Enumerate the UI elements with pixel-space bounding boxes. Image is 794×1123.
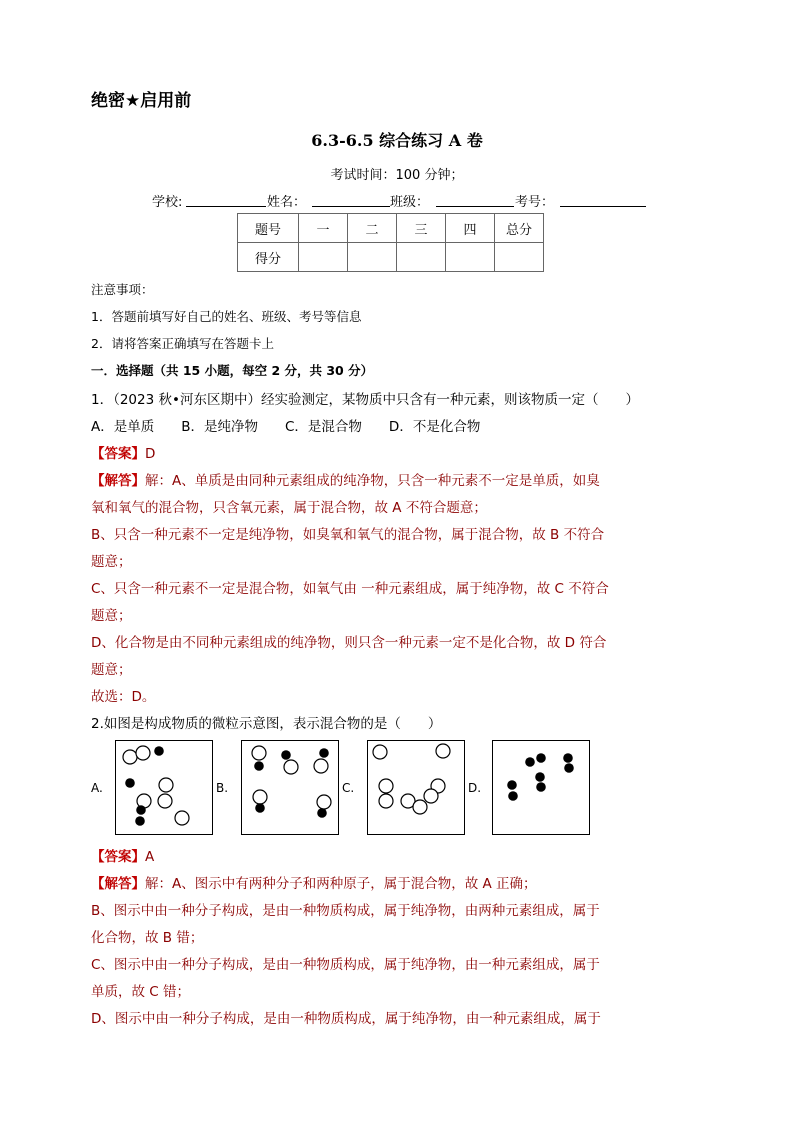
analysis-text: C、只含一种元素不一定是混合物，如氧气由 一种元素组成，属于纯净物，故 C 不符合 bbox=[91, 581, 609, 597]
score-input-cell[interactable] bbox=[446, 243, 495, 272]
question-2-answer bbox=[91, 845, 154, 865]
analysis-text: 题意； bbox=[91, 662, 132, 678]
analysis-text: 氧和氧气的混合物，只含氧元素，属于混合物，故 A 不符合题意； bbox=[91, 500, 487, 516]
analysis-text: B、图示中由一种分子构成，是由一种物质构成，属于纯净物，由两种元素组成，属于 bbox=[91, 903, 600, 919]
score-table-score-row bbox=[238, 243, 544, 272]
analysis-text: 题意； bbox=[91, 554, 132, 570]
question-1-analysis-line bbox=[91, 469, 600, 489]
score-input-cell[interactable] bbox=[299, 243, 348, 272]
name-field[interactable] bbox=[312, 206, 390, 207]
table-cell: 四 bbox=[446, 214, 495, 243]
analysis-text: 化合物，故 B 错； bbox=[91, 930, 204, 946]
particle-diagram-a bbox=[116, 741, 212, 834]
table-cell: 得分 bbox=[238, 243, 299, 272]
score-table-header-row bbox=[238, 214, 544, 243]
section-heading: 一．选择题（共 15 小题，每空 2 分，共 30 分） bbox=[91, 363, 374, 378]
answer-tag: 【答案】 bbox=[91, 446, 145, 462]
table-cell: 题号 bbox=[238, 214, 299, 243]
particle-diagram-d bbox=[493, 741, 589, 834]
analysis-tag: 【解答】 bbox=[91, 876, 145, 892]
option-b-particle-diagram bbox=[241, 740, 339, 835]
option-b-label: B. bbox=[216, 781, 229, 795]
question-2-analysis-line bbox=[91, 872, 537, 892]
particle-diagram-b bbox=[242, 741, 338, 834]
question-2-stem: 2.如图是构成物质的微粒示意图，表示混合物的是（ ） bbox=[91, 716, 442, 732]
class-label: 班级： bbox=[390, 195, 430, 210]
table-cell: 总分 bbox=[495, 214, 544, 243]
analysis-text: D、图示中由一种分子构成，是由一种物质构成，属于纯净物，由一种元素组成，属于 bbox=[91, 1011, 601, 1027]
notes-title: 注意事项： bbox=[91, 282, 154, 297]
score-input-cell[interactable] bbox=[348, 243, 397, 272]
answer-tag: 【答案】 bbox=[91, 849, 145, 865]
analysis-text: 单质，故 C 错； bbox=[91, 984, 191, 1000]
question-1-options: A．是单质 B．是纯净物 C．是混合物 D．不是化合物 bbox=[91, 419, 481, 435]
exam-time: 考试时间：100 分钟； bbox=[330, 168, 464, 183]
paper-title: 6.3-6.5 综合练习 A 卷 bbox=[311, 131, 483, 150]
option-c-label: C. bbox=[342, 781, 355, 795]
analysis-tag: 【解答】 bbox=[91, 473, 145, 489]
option-d-particle-diagram bbox=[492, 740, 590, 835]
analysis-text: B、只含一种元素不一定是纯净物，如臭氧和氧气的混合物，属于混合物，故 B 不符合 bbox=[91, 527, 605, 543]
table-cell: 一 bbox=[299, 214, 348, 243]
school-label: 学校: bbox=[152, 195, 183, 210]
table-cell: 二 bbox=[348, 214, 397, 243]
score-input-cell[interactable] bbox=[495, 243, 544, 272]
analysis-text: D、化合物是由不同种元素组成的纯净物，则只含一种元素一定不是化合物，故 D 符合 bbox=[91, 635, 607, 651]
analysis-text: 故选：D。 bbox=[91, 689, 156, 705]
class-field[interactable] bbox=[436, 206, 514, 207]
option-a-label: A. bbox=[91, 781, 103, 795]
question-1-stem: 1．（2023 秋•河东区期中）经实验测定，某物质中只含有一种元素，则该物质一定（ ） bbox=[91, 392, 639, 408]
note-item: 1．答题前填写好自己的姓名、班级、考号等信息 bbox=[91, 309, 362, 324]
option-a-particle-diagram bbox=[115, 740, 213, 835]
analysis-text: C、图示中由一种分子构成，是由一种物质构成，属于纯净物，由一种元素组成，属于 bbox=[91, 957, 600, 973]
analysis-text: 题意； bbox=[91, 608, 132, 624]
particle-diagram-c bbox=[368, 741, 464, 834]
confidential-mark: 绝密★启用前 bbox=[91, 91, 192, 111]
question-1-answer bbox=[91, 442, 155, 462]
table-cell: 三 bbox=[397, 214, 446, 243]
note-item: 2．请将答案正确填写在答题卡上 bbox=[91, 336, 274, 351]
analysis-text: 解：A、单质是由同种元素组成的纯净物，只含一种元素不一定是单质，如臭 bbox=[145, 473, 600, 489]
number-field[interactable] bbox=[560, 206, 646, 207]
number-label: 考号： bbox=[515, 195, 555, 210]
score-table bbox=[237, 213, 544, 272]
school-field[interactable] bbox=[186, 206, 266, 207]
answer-value: A bbox=[145, 849, 155, 865]
answer-value: D bbox=[145, 446, 156, 462]
name-label: 姓名： bbox=[267, 195, 307, 210]
score-input-cell[interactable] bbox=[397, 243, 446, 272]
analysis-text: 解：A、图示中有两种分子和两种原子，属于混合物，故 A 正确； bbox=[145, 876, 537, 892]
option-c-particle-diagram bbox=[367, 740, 465, 835]
option-d-label: D. bbox=[468, 781, 482, 795]
